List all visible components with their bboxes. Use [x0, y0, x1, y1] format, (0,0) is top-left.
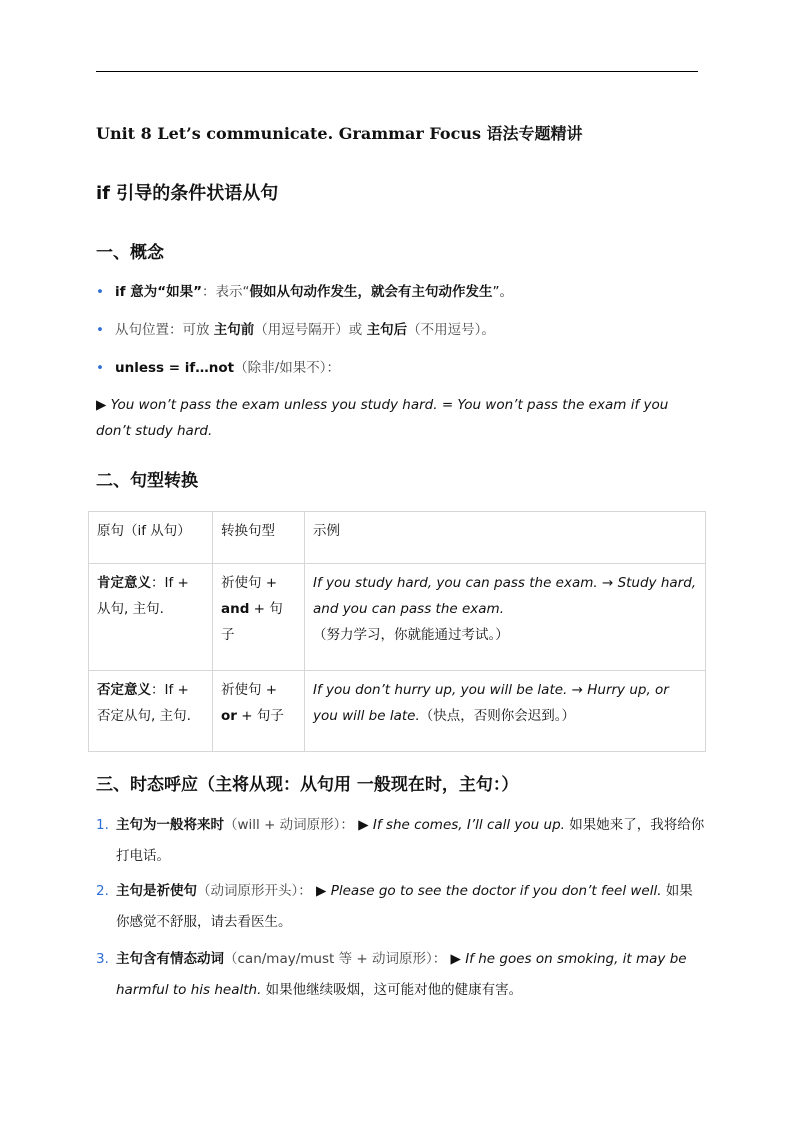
table-cell-example [305, 671, 706, 752]
page-title [96, 121, 716, 144]
list-translation: 如果你感觉不舒服，请去看医生。 [116, 883, 693, 930]
bullet-bold: 假如从句动作发生，就会有主句动作发生 [249, 284, 493, 300]
list-item-body [96, 944, 706, 1006]
cell-text: ：If + 否定从句, 主句. [97, 682, 191, 724]
list-translation: 如果他继续吸烟，这可能对他的健康有害。 [261, 982, 523, 998]
bullet-bold: unless = if…not [115, 360, 235, 376]
list-number: 1. [96, 817, 109, 833]
list-translation: 如果她来了，我将给你打电话。 [116, 817, 705, 864]
list-item [96, 810, 706, 872]
table-cell-original [89, 564, 213, 671]
bullet-bold: 主句后 [366, 322, 408, 338]
triangle-marker-icon: ▶ [353, 817, 373, 833]
list-example: If she comes, I’ll call you up. [372, 817, 565, 833]
concept-bullet-position [96, 317, 495, 343]
cell-text: 祈使句 + [221, 682, 278, 698]
cell-bold: and [221, 601, 250, 617]
list-number: 2. [96, 883, 109, 899]
list-item-body [96, 876, 706, 938]
list-item [96, 944, 706, 1006]
table-header-cell: 示例 [305, 512, 706, 564]
list-number: 3. [96, 951, 109, 967]
cell-text: + 句子 [236, 708, 284, 724]
table-cell-pattern [213, 564, 305, 671]
list-example: Please go to see the doctor if you don’t feel well. [330, 883, 662, 899]
concept-bullet-meaning [96, 279, 513, 305]
bullet-text: ：表示“ [201, 284, 250, 300]
list-paren: （动词原形开头）： [197, 883, 312, 899]
cell-bold: 否定意义 [97, 682, 151, 698]
section1-heading: 一、概念 [96, 243, 164, 263]
cell-translation: （努力学习，你就能通过考试。） [313, 627, 509, 643]
concept-bullet-unless [96, 355, 340, 381]
bullet-text: （用逗号隔开）或 [254, 322, 367, 338]
cell-bold: or [221, 708, 237, 724]
triangle-marker-icon: ▶ [96, 397, 107, 413]
example-text: You won’t pass the exam unless you study hard. = You won’t pass the exam if you don’t study hard. [96, 397, 669, 439]
title-english: Unit 8 Let’s communicate. Grammar Focus [96, 124, 481, 143]
table-header-cell: 转换句型 [213, 512, 305, 564]
cell-text: + 句子 [221, 601, 283, 643]
list-item-body [96, 810, 706, 872]
unless-example [96, 392, 696, 444]
bullet-text: （除非/如果不）： [234, 360, 340, 376]
title-chinese: 语法专题精讲 [486, 124, 583, 143]
triangle-marker-icon: ▶ [446, 951, 466, 967]
bullet-dot: • [96, 322, 104, 338]
list-bold: 主句是祈使句 [116, 883, 197, 899]
table-row [89, 564, 706, 671]
table-header-cell: 原句（if 从句） [89, 512, 213, 564]
section2-heading: 二、句型转换 [96, 471, 198, 491]
table-row [89, 671, 706, 752]
bullet-text: 从句位置：可放 [115, 322, 214, 338]
section3-heading: 三、时态呼应（主将从现：从句用 一般现在时，主句：） [96, 775, 519, 795]
topic-heading: if 引导的条件状语从句 [96, 183, 279, 204]
table-cell-original [89, 671, 213, 752]
table-header-row [89, 512, 706, 564]
bullet-dot: • [96, 360, 104, 376]
list-bold: 主句含有情态动词 [116, 951, 224, 967]
bullet-bold: if 意为“如果” [115, 284, 202, 300]
bullet-bold: 主句前 [213, 322, 255, 338]
list-item [96, 876, 706, 938]
bullet-text: （不用逗号）。 [407, 322, 495, 338]
bullet-text: ”。 [492, 284, 513, 300]
cell-bold: 肯定意义 [97, 575, 151, 591]
table-cell-example [305, 564, 706, 671]
list-paren: （can/may/must 等 + 动词原形）： [224, 951, 447, 967]
cell-text: 祈使句 + [221, 575, 278, 591]
list-example: If he goes on smoking, it may be harmful to his health. [116, 951, 687, 998]
cell-example: If you don’t hurry up, you will be late. → Hurry up, or you will be late. [313, 682, 669, 724]
bullet-dot: • [96, 284, 104, 300]
cell-text: ：If + 从句, 主句. [97, 575, 189, 617]
triangle-marker-icon: ▶ [311, 883, 331, 899]
conversion-table [88, 511, 706, 752]
cell-example: If you study hard, you can pass the exam. → Study hard, and you can pass the exam. [313, 575, 697, 617]
table-cell-pattern [213, 671, 305, 752]
list-paren: （will + 动词原形）： [224, 817, 354, 833]
header-rule [96, 71, 698, 72]
cell-translation: （快点，否则你会迟到。） [419, 708, 576, 724]
list-bold: 主句为一般将来时 [116, 817, 224, 833]
